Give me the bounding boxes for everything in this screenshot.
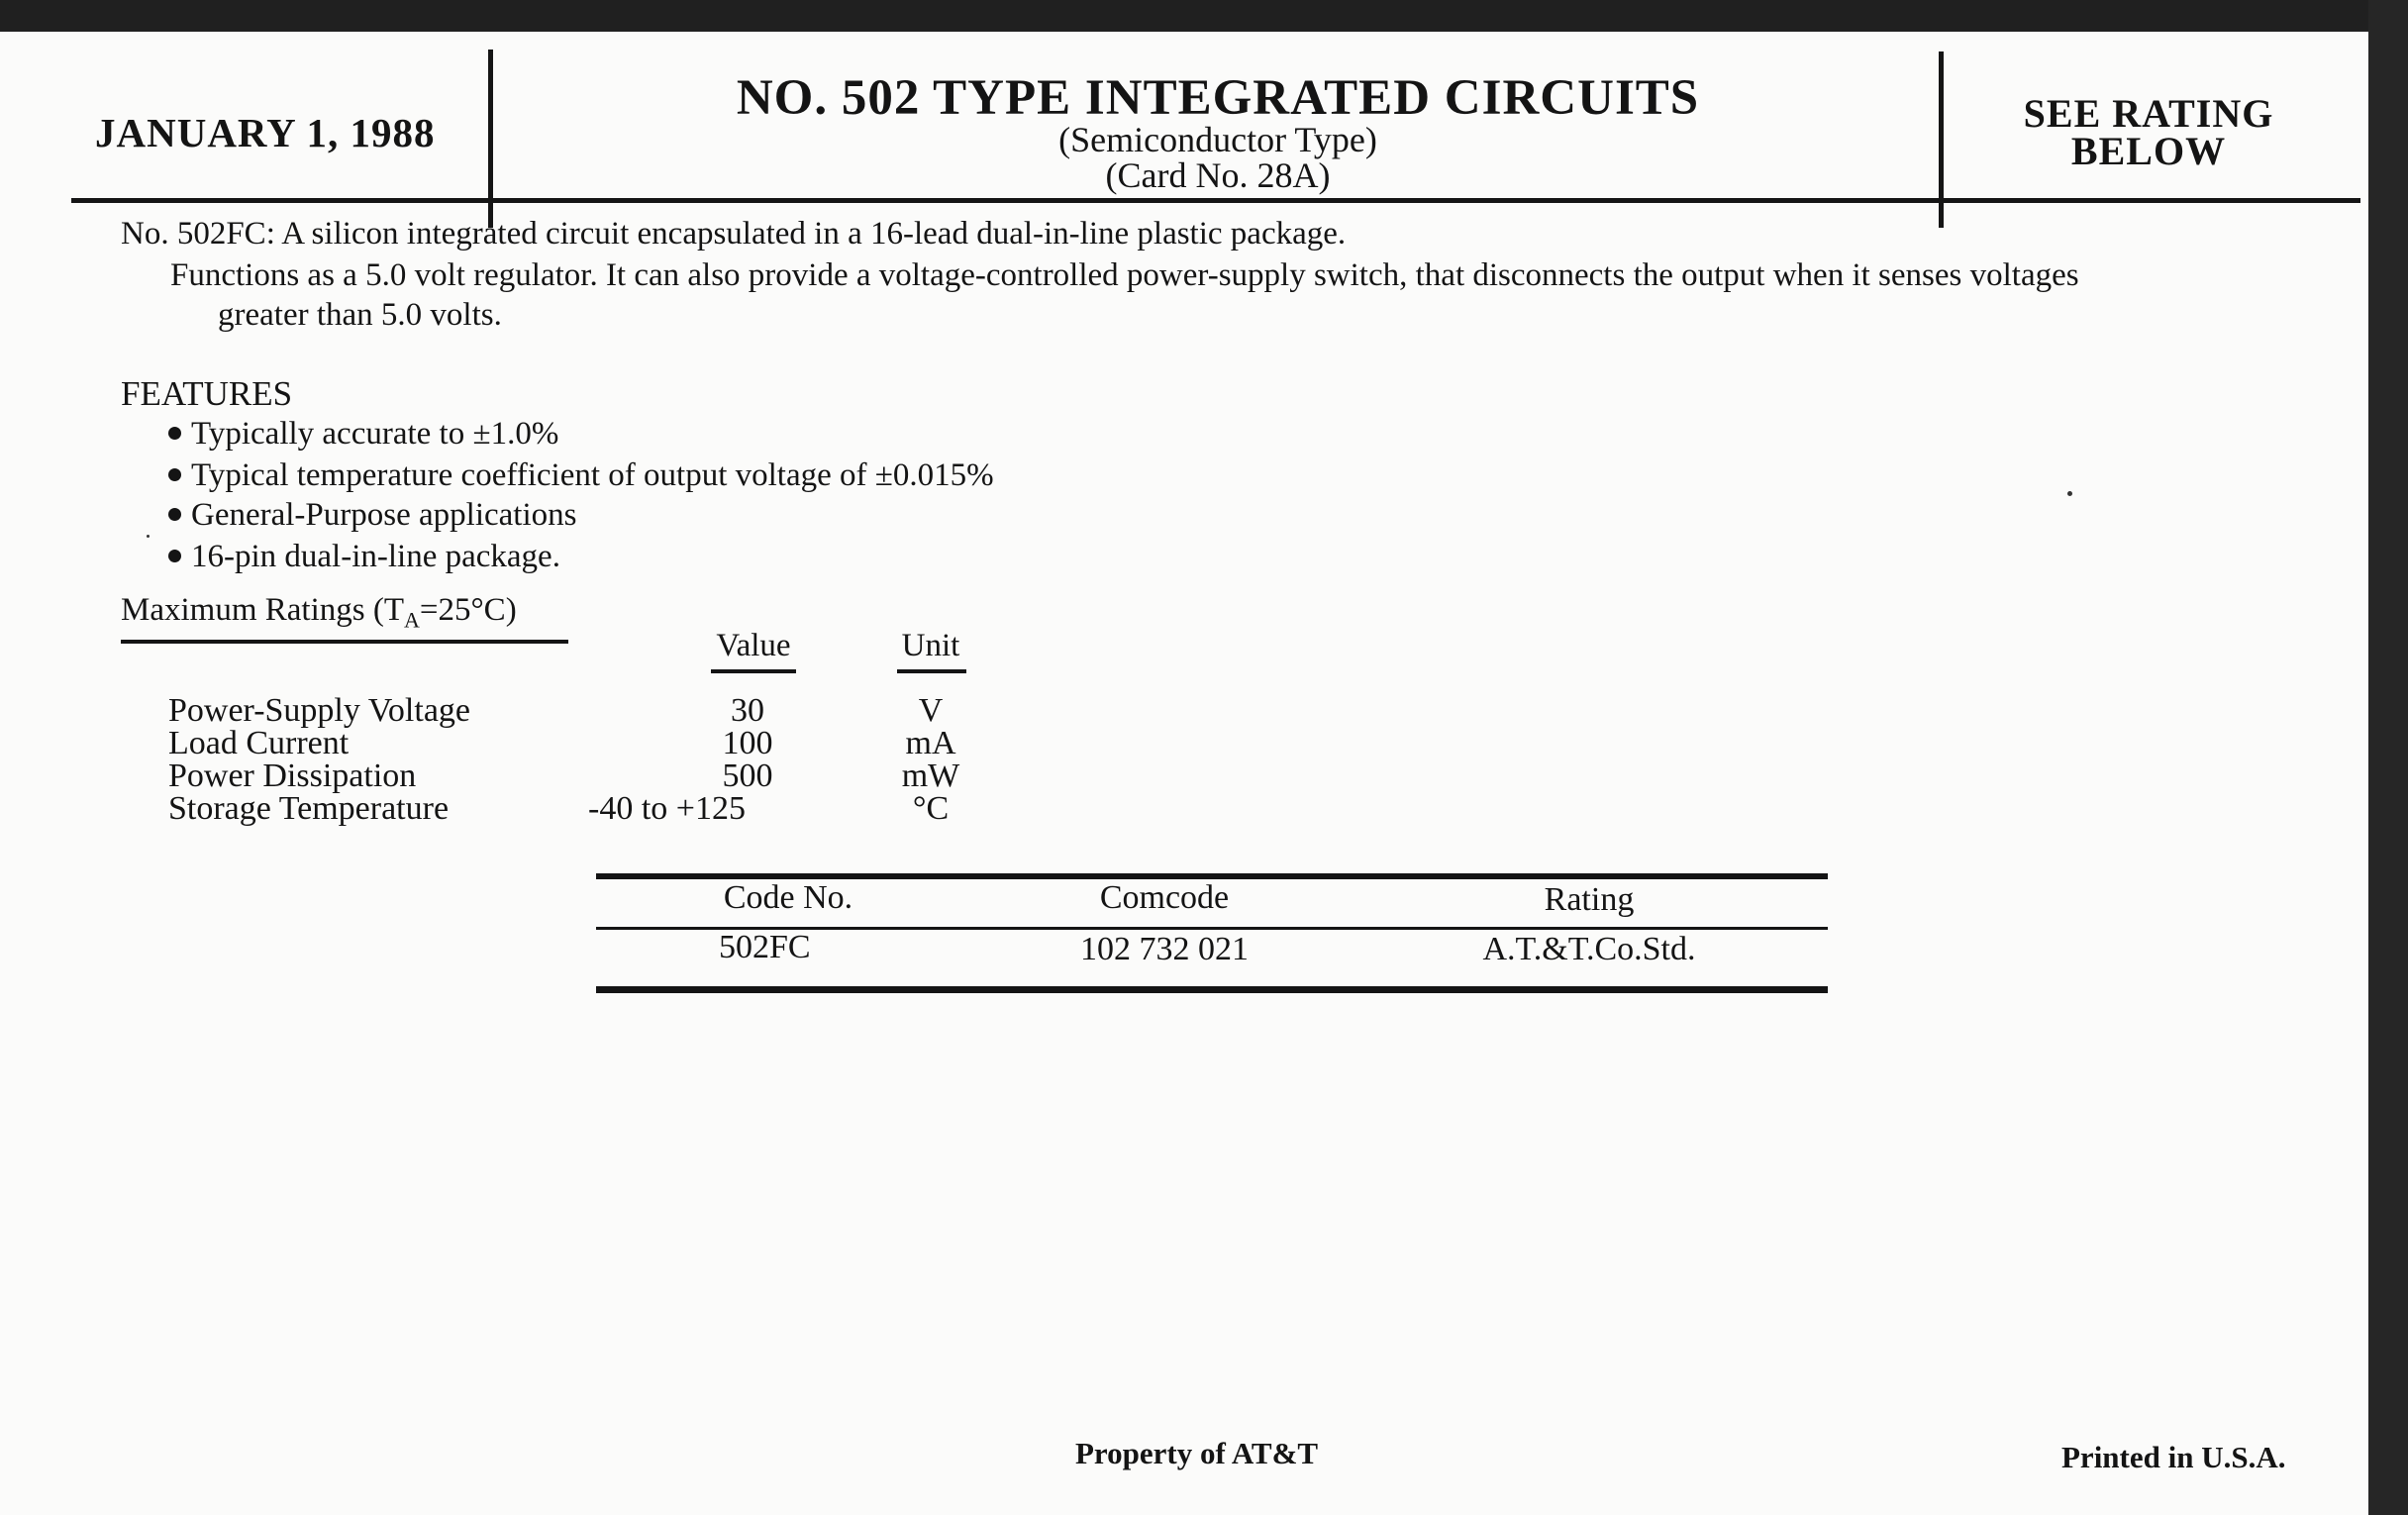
ratings-heading: Maximum Ratings $(T_A=25^\circ C)$ — [121, 592, 517, 633]
features-heading: FEATURES — [121, 374, 293, 413]
feature-item: 16-pin dual-in-line package. — [168, 539, 560, 575]
code-table-header-rating: Rating — [1544, 881, 1635, 918]
ratings-col-value-underline — [711, 669, 796, 673]
code-table-rating: A.T.&T.Co.Std. — [1482, 931, 1696, 967]
header-date: JANUARY 1, 1988 — [95, 110, 436, 155]
header-rating-line2: BELOW — [2070, 129, 2227, 173]
scan-speck — [2067, 491, 2072, 496]
ratings-param: Power Dissipation — [168, 758, 417, 794]
bullet-icon — [168, 550, 181, 562]
header-rating — [1949, 91, 2349, 173]
ratings-unit: V — [918, 692, 944, 729]
description-line1: No. 502FC: A silicon integrated circuit encapsulated in a 16-lead dual-in-line plastic package. — [121, 216, 1347, 252]
bullet-icon — [168, 468, 181, 481]
code-table-code: 502FC — [719, 929, 811, 965]
scan-speck — [147, 535, 150, 538]
ratings-value: 500 — [722, 758, 773, 794]
code-table-header-code: Code No. — [723, 879, 853, 916]
ratings-param: Power-Supply Voltage — [168, 692, 471, 729]
code-table-comcode: 102 732 021 — [1080, 931, 1249, 967]
header-rating-line1: SEE RATING — [2023, 91, 2274, 136]
ratings-col-unit: Unit — [901, 628, 960, 663]
spec-card — [0, 32, 2368, 1515]
code-table-bottom-rule — [596, 986, 1828, 993]
ratings-unit: mA — [905, 725, 956, 761]
ratings-col-value: Value — [716, 628, 791, 663]
description-line2: Functions as a 5.0 volt regulator. It can also provide a voltage-controlled power-supply switch, that disconnects the output when it senses voltages — [170, 257, 2079, 293]
footer-property: Property of AT&T — [1075, 1436, 1319, 1470]
header-title: NO. 502 TYPE INTEGRATED CIRCUITS — [736, 70, 1700, 126]
code-table-header-comcode: Comcode — [1099, 879, 1230, 916]
footer-printed: Printed in U.S.A. — [2061, 1440, 2286, 1474]
card-edge-shadow — [2368, 0, 2408, 1515]
header-card-number: (Card No. 28A) — [1105, 155, 1331, 195]
ratings-value: 30 — [731, 692, 764, 729]
ratings-col-unit-underline — [897, 669, 966, 673]
header-subtitle: (Semiconductor Type) — [1058, 120, 1377, 159]
bullet-icon — [168, 508, 181, 521]
ratings-param: Storage Temperature — [168, 790, 450, 827]
ratings-param: Load Current — [168, 725, 350, 761]
feature-item: Typically accurate to ±1.0% — [168, 416, 558, 453]
ratings-unit: mW — [901, 758, 960, 794]
feature-item: Typical temperature coefficient of output voltage of ±0.015% — [168, 457, 994, 494]
header-rule — [71, 198, 2360, 203]
ratings-value: 100 — [722, 725, 773, 761]
feature-item: General-Purpose applications — [168, 497, 576, 534]
ratings-unit: °C — [912, 790, 950, 827]
ratings-value: -40 to +125 — [588, 790, 746, 827]
ratings-heading-underline — [121, 640, 568, 644]
description-line3: greater than 5.0 volts. — [218, 297, 502, 333]
bullet-icon — [168, 427, 181, 440]
